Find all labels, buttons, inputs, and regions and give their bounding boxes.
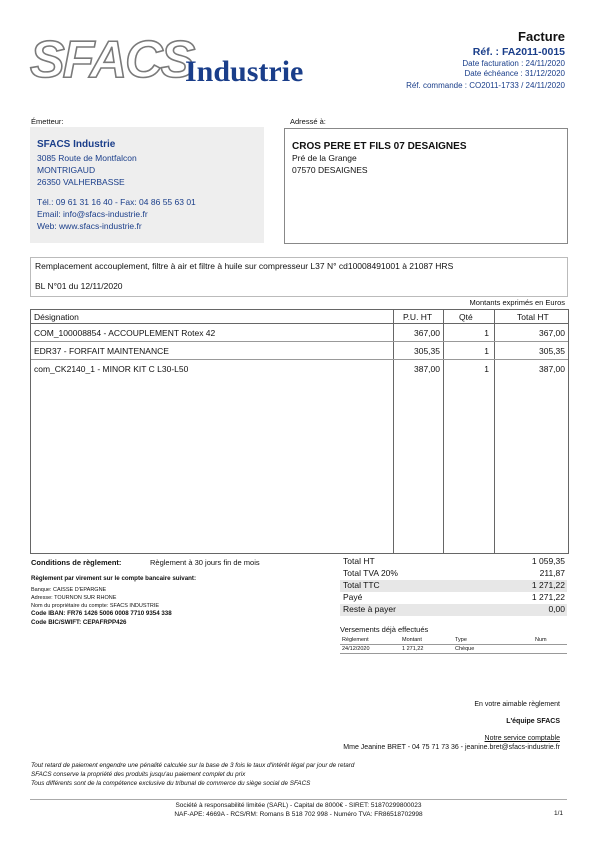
item-designation: EDR37 - FORFAIT MAINTENANCE	[34, 346, 169, 356]
totals-box	[340, 556, 567, 616]
company-logo	[30, 30, 315, 90]
accounting-contact: Mme Jeanine BRET - 04 75 71 73 36 - jeanine.bret@sfacs-industrie.fr	[343, 744, 560, 751]
invoice-description	[30, 257, 568, 297]
payment-type: Chèque	[455, 646, 475, 652]
recipient-name: CROS PERE ET FILS 07 DESAIGNES	[292, 141, 467, 152]
page-footer	[30, 799, 567, 818]
emitter-email[interactable]: Email: info@sfacs-industrie.fr	[37, 209, 148, 219]
payments-header	[340, 636, 567, 645]
logo-brand: SFACS	[30, 31, 194, 89]
bic: Code BIC/SWIFT: CEPAFRPP426	[31, 619, 127, 626]
item-quantity: 1	[484, 346, 489, 356]
col-montant: Montant	[402, 637, 422, 643]
remaining-label: Reste à payer	[343, 604, 396, 614]
item-designation: COM_100008854 - ACCOUPLEMENT Rotex 42	[34, 328, 216, 338]
total-ht-label: Total HT	[343, 556, 375, 566]
emitter-web[interactable]: Web: www.sfacs-industrie.fr	[37, 221, 142, 231]
footer-line-1: Société à responsabilité limitée (SARL) - Capital de 8000€ - SIRET: 51870299800023	[175, 802, 422, 809]
total-ttc-value: 1 271,22	[531, 580, 565, 590]
item-unit-price: 387,00	[414, 364, 440, 374]
payments-table	[340, 625, 567, 654]
total-ttc-row	[340, 580, 567, 592]
col-unit-price: P.U. HT	[403, 312, 433, 322]
payment-amount: 1 271,22	[402, 646, 424, 652]
item-designation: com_CK2140_1 - MINOR KIT C L30-L50	[34, 364, 189, 374]
total-ht-value: 1 059,35	[531, 556, 565, 566]
bank-address: Adresse: TOURNON SUR RHONE	[31, 595, 117, 601]
header-divider	[31, 323, 568, 324]
table-row	[31, 326, 568, 342]
item-total: 367,00	[539, 328, 565, 338]
closing-team: L'équipe SFACS	[506, 718, 560, 725]
payments-title: Versements déjà effectués	[340, 625, 429, 634]
col-type: Type	[455, 637, 467, 643]
remaining-row	[340, 604, 567, 616]
item-total: 387,00	[539, 364, 565, 374]
logo-suffix: Industrie	[185, 55, 304, 88]
col-total: Total HT	[517, 312, 549, 322]
currency-note: Montants exprimés en Euros	[469, 298, 565, 307]
items-table	[30, 309, 569, 554]
col-quantity: Qté	[459, 312, 473, 322]
recipient-box	[284, 128, 568, 244]
due-date: Date échéance : 31/12/2020	[464, 69, 565, 78]
payment-date: 24/12/2020	[342, 646, 370, 652]
emitter-address-2: MONTRIGAUD	[37, 165, 96, 175]
total-tva-row	[340, 568, 567, 580]
legal-line-3: Tous différents sont de la compétence exclusive du tribunal de commerce du siège social de SFACS	[31, 780, 311, 787]
bank-name: Banque: CAISSE D'EPARGNE	[31, 587, 107, 593]
description-line: Remplacement accouplement, filtre à air et filtre à huile sur compresseur L37 N° cd10008491001 à 21087 HRS	[35, 261, 454, 271]
col-designation: Désignation	[34, 312, 79, 322]
item-unit-price: 367,00	[414, 328, 440, 338]
paid-value: 1 271,22	[531, 592, 565, 602]
col-reglement: Règlement	[342, 637, 369, 643]
total-ttc-label: Total TTC	[343, 580, 380, 590]
recipient-label: Adressé à:	[290, 117, 326, 126]
invoice-date: Date facturation : 24/11/2020	[462, 59, 565, 68]
emitter-name: SFACS Industrie	[37, 139, 116, 150]
closing-greeting: En votre aimable règlement	[474, 701, 560, 708]
paid-label: Payé	[343, 592, 363, 602]
transfer-title: Règlement par virement sur le compte bancaire suivant:	[31, 575, 197, 582]
remaining-value: 0,00	[548, 604, 565, 614]
legal-line-1: Tout retard de paiement engendre une pénalité calculée sur la base de 3 fois le taux d'intérêt légal par jour de retard	[31, 762, 355, 769]
item-unit-price: 305,35	[414, 346, 440, 356]
page-number: 1/1	[553, 810, 563, 817]
payment-terms-value: Règlement à 30 jours fin de mois	[150, 558, 260, 567]
total-tva-value: 211,87	[539, 568, 565, 578]
delivery-note: BL N°01 du 12/11/2020	[35, 281, 123, 291]
emitter-address-3: 26350 VALHERBASSE	[37, 177, 125, 187]
footer-line-2: NAF-APE: 4669A - RCS/RM: Romans B 518 702 998 - Numéro TVA: FR86518702998	[174, 811, 423, 818]
table-row	[31, 344, 568, 360]
iban: Code IBAN: FR76 1426 5006 0008 7710 9354 338	[31, 610, 172, 617]
item-quantity: 1	[484, 328, 489, 338]
table-row	[31, 362, 568, 378]
emitter-label: Émetteur:	[31, 117, 64, 126]
accounting-service: Notre service comptable	[484, 735, 560, 742]
emitter-address-1: 3085 Route de Montfalcon	[37, 153, 137, 163]
item-total: 305,35	[539, 346, 565, 356]
recipient-address-1: Pré de la Grange	[292, 153, 357, 163]
emitter-phone: Tél.: 09 61 31 16 40 - Fax: 04 86 55 63 01	[37, 197, 196, 207]
account-owner: Nom du propriétaire du compte: SFACS INDUSTRIE	[31, 603, 160, 609]
invoice-header	[305, 29, 565, 91]
payment-row	[340, 645, 567, 654]
emitter-box	[30, 127, 264, 243]
invoice-title: Facture	[518, 29, 565, 44]
col-num: Num	[535, 637, 547, 643]
item-quantity: 1	[484, 364, 489, 374]
total-ht-row	[340, 556, 567, 568]
invoice-ref: Réf. : FA2011-0015	[472, 46, 565, 58]
total-tva-label: Total TVA 20%	[343, 568, 398, 578]
legal-line-2: SFACS conserve la propriété des produits jusqu'au paiement complet du prix	[31, 771, 246, 778]
paid-row	[340, 592, 567, 604]
recipient-address-2: 07570 DESAIGNES	[292, 165, 368, 175]
payment-terms-label: Conditions de règlement:	[31, 558, 122, 567]
order-ref: Réf. commande : CO2011-1733 / 24/11/2020	[406, 81, 565, 90]
